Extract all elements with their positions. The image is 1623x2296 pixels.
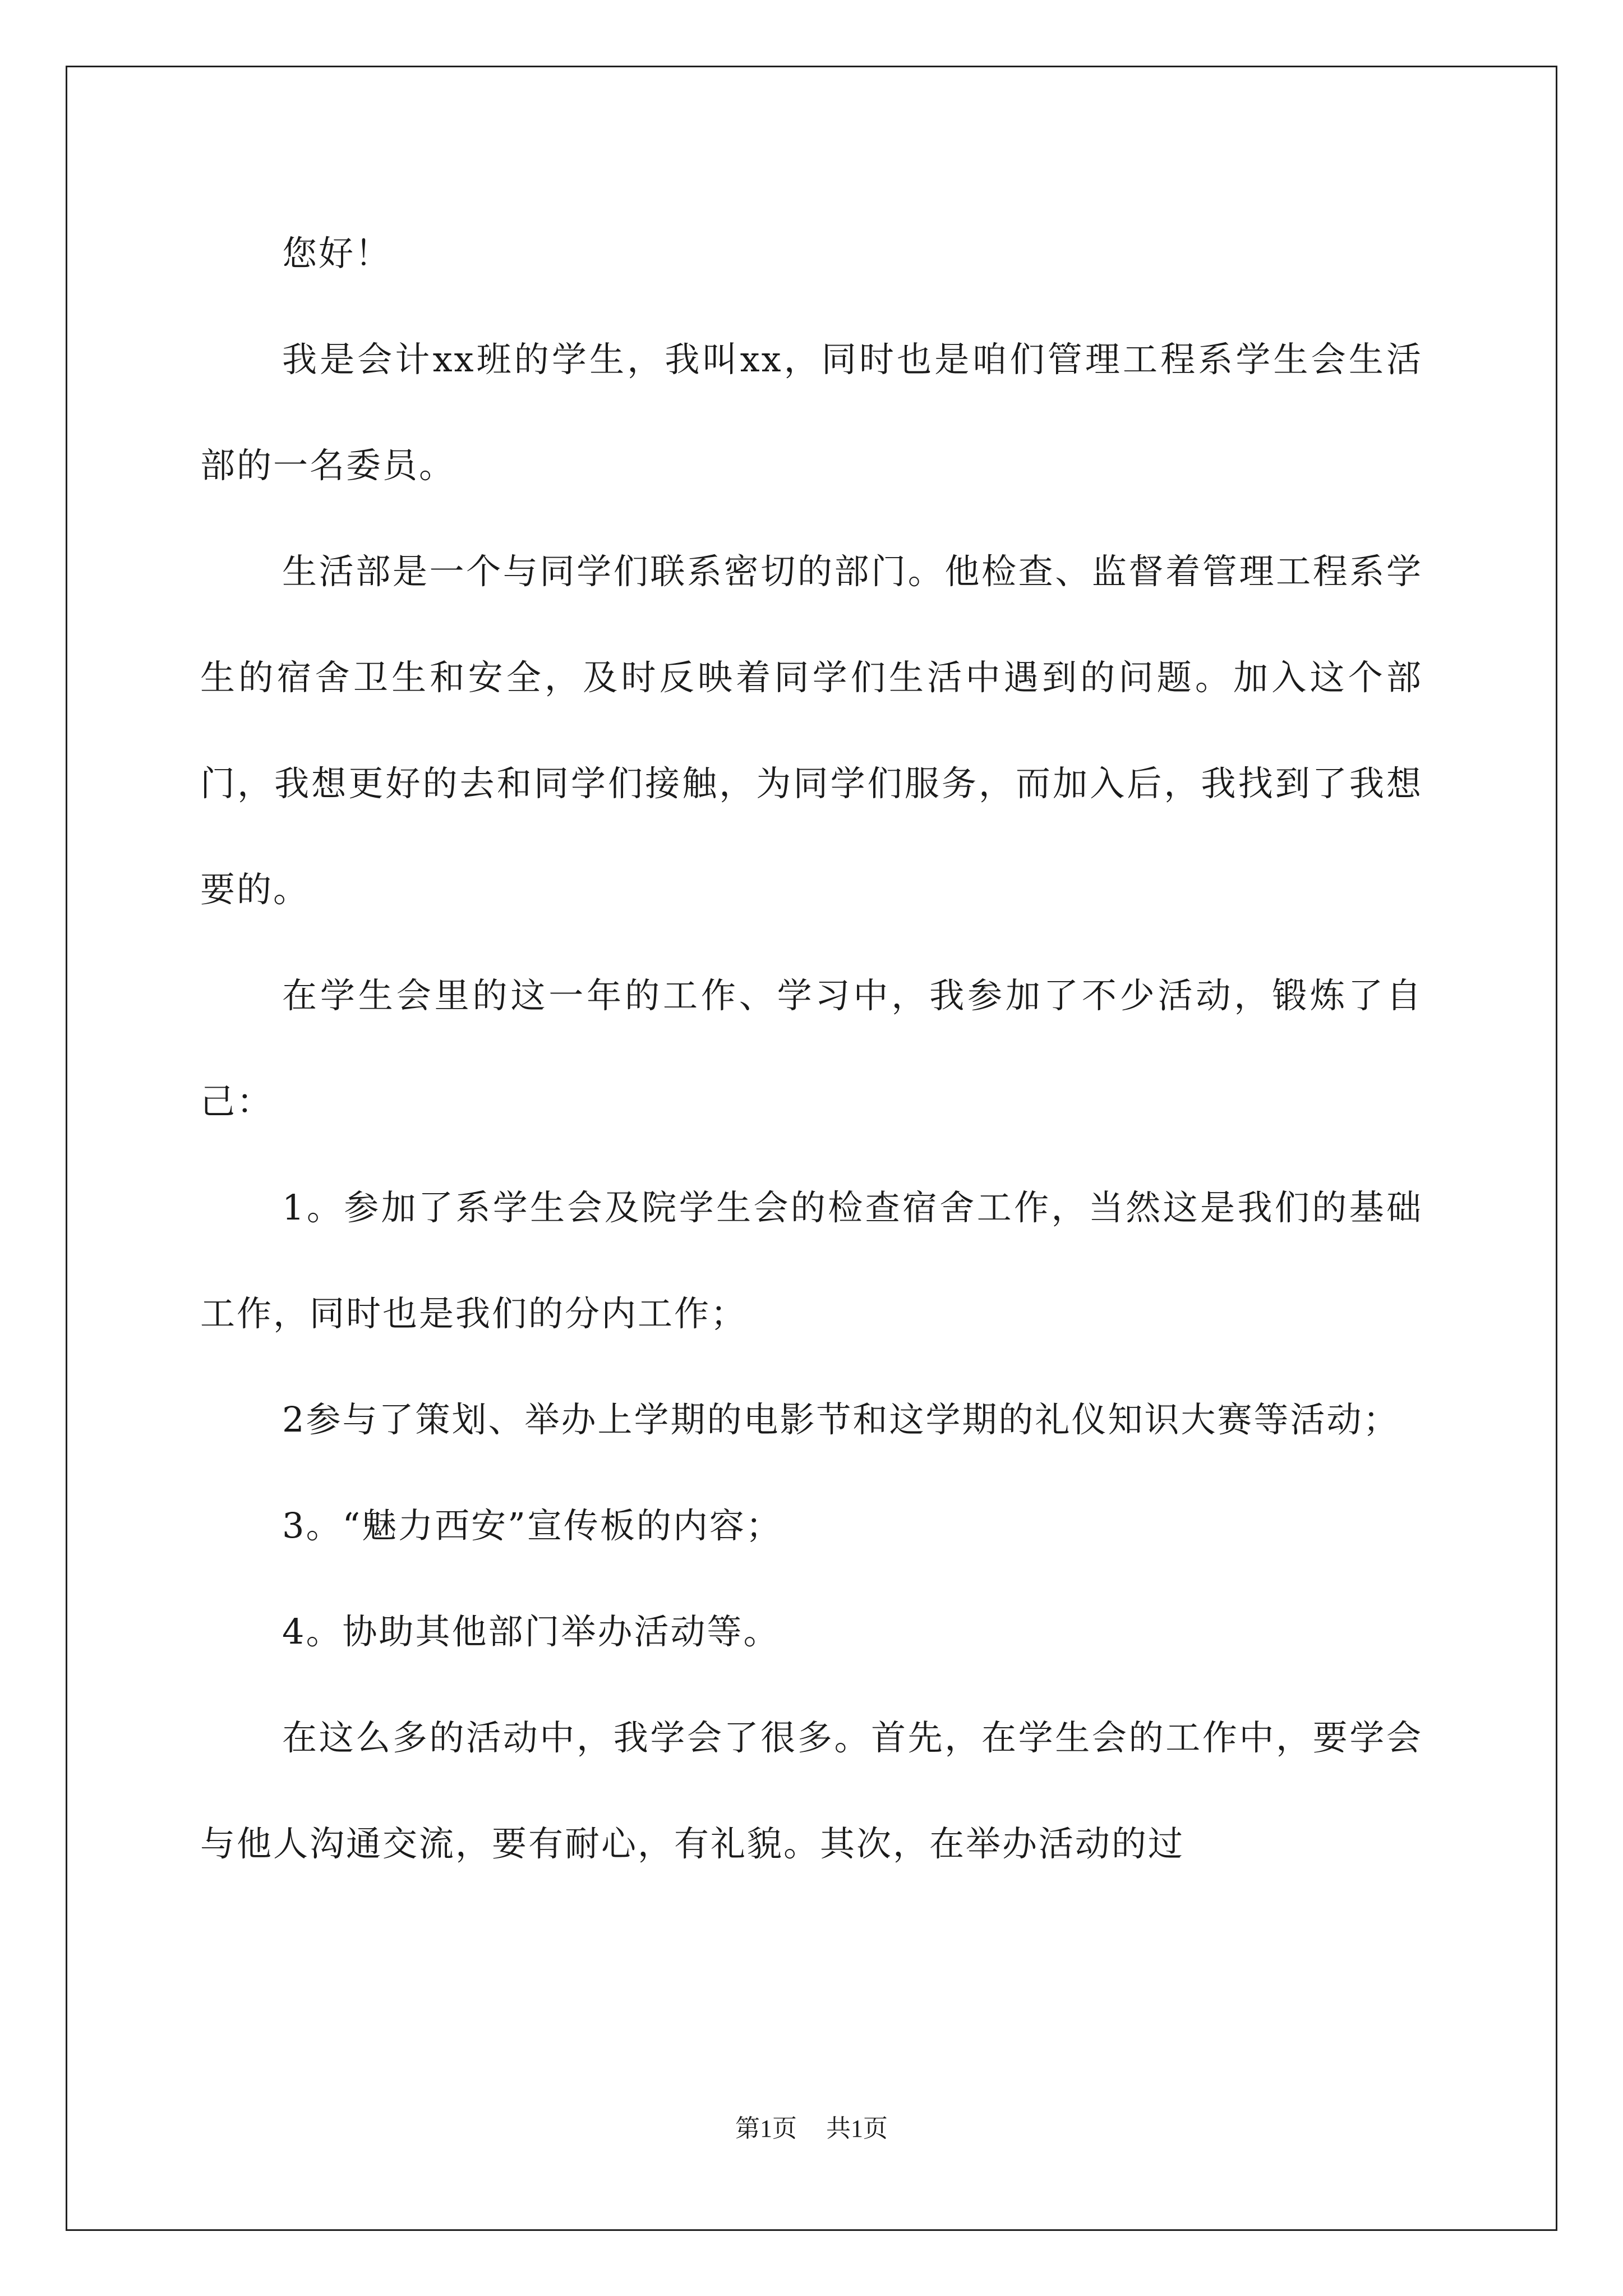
list-item-3: 3。“魅力西安”宣传板的内容； bbox=[282, 1505, 782, 1546]
list-item-2: 2参与了策划、举办上学期的电影节和这学期的礼仪知识大赛等活动； bbox=[282, 1399, 1400, 1440]
paragraph-intro: 我是会计xx班的学生，我叫xx，同时也是咱们管理工程系学生会生活部的一名委员。 bbox=[200, 339, 1423, 486]
paragraph-department: 生活部是一个与同学们联系密切的部门。他检查、监督着管理工程系学生的宿舍卫生和安全，及时反映着同学们生活中遇到的问题。加入这个部门，我想更好的去和同学们接触，为同学们服务，而加入后，我找到了我想要的。 bbox=[200, 551, 1423, 910]
greeting: 您好！ bbox=[282, 233, 392, 274]
list-item-4: 4。协助其他部门举办活动等。 bbox=[282, 1611, 780, 1652]
page-number: 第1页 bbox=[735, 2115, 797, 2142]
page-footer bbox=[0, 2112, 1623, 2146]
paragraph-activities-intro: 在学生会里的这一年的工作、学习中，我参加了不少活动，锻炼了自己： bbox=[200, 975, 1423, 1122]
list-item-1: 1。参加了系学生会及院学生会的检查宿舍工作，当然这是我们的基础工作，同时也是我们的分内工作； bbox=[200, 1187, 1423, 1334]
paragraph-lessons: 在这么多的活动中，我学会了很多。首先，在学生会的工作中，要学会与他人沟通交流，要有耐心，有礼貌。其次，在举办活动的过 bbox=[200, 1717, 1423, 1864]
document-body bbox=[200, 200, 1423, 1897]
page-total: 共1页 bbox=[826, 2115, 888, 2142]
